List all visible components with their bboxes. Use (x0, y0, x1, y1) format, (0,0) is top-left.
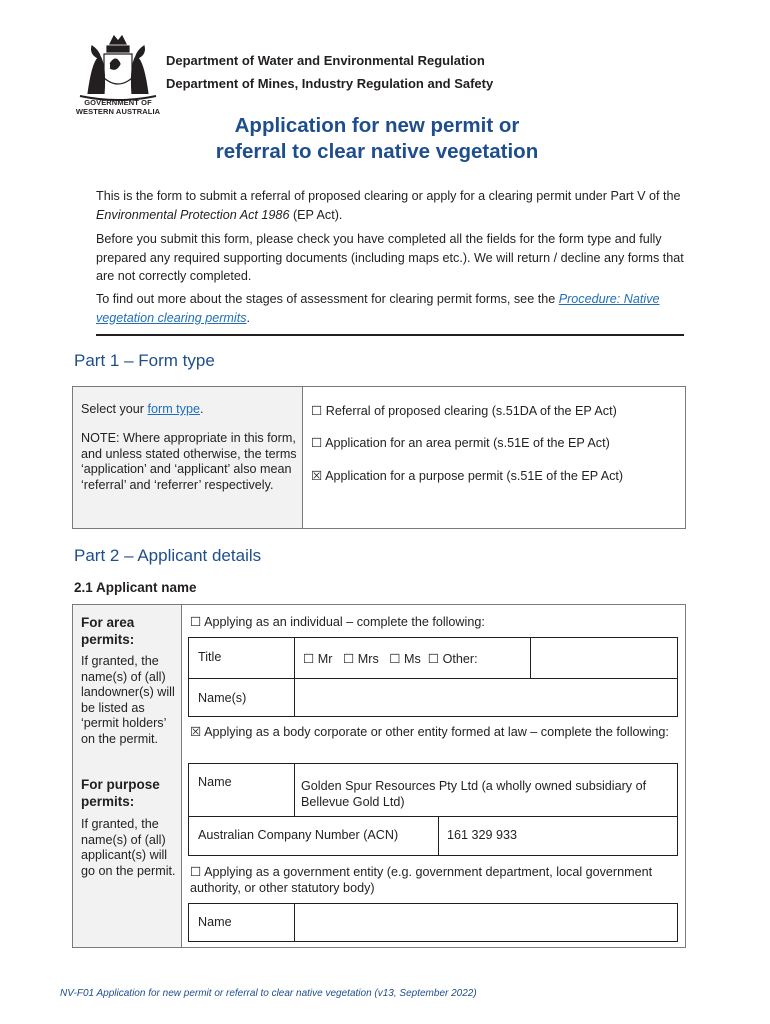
body-corporate-row-divider (189, 816, 677, 817)
document-title (150, 113, 604, 165)
acn-label: Australian Company Number (ACN) (198, 828, 399, 842)
individual-col-divider (294, 638, 295, 716)
other-col-divider (530, 638, 531, 678)
form-type-note: NOTE: Where appropriate in this form, and unless stated otherwise, the terms ‘application’ and ‘applicant’ also mean ‘referral’ and ‘referrer’ respectively. (81, 431, 297, 492)
area-permits-body: If granted, the name(s) of (all) landowner(s) will be listed as ‘permit holders’ on the permit. (81, 654, 175, 746)
individual-row-divider (189, 678, 677, 679)
procedure-link[interactable]: Procedure: Native vegetation clearing permits (96, 292, 660, 325)
form-type-link[interactable]: form type (147, 402, 200, 416)
select-text: Select your (81, 402, 148, 416)
government-entity-table (188, 903, 678, 942)
form-type-table (72, 386, 686, 529)
gov-name-col-divider (294, 904, 295, 941)
referral-label: Referral of proposed clearing (s.51DA of the EP Act) (325, 404, 617, 418)
part2-heading: Part 2 – Applicant details (74, 546, 262, 565)
divider (96, 334, 684, 336)
name-label: Name (198, 775, 232, 789)
purpose-permits-heading: For purpose permits: (81, 777, 160, 809)
area-permits-heading: For area permits: (81, 615, 135, 647)
document-footer: NV-F01 Application for new permit or referral to clear native vegetation (v13, September 2022) (60, 988, 477, 999)
intro-p3-text: To find out more about the stages of assessment for clearing permit forms, see the (96, 292, 559, 306)
referral-option[interactable] (311, 403, 617, 418)
individual-table (188, 637, 678, 717)
government-crest-logo (74, 32, 162, 102)
title-line-2: referral to clear native vegetation (215, 140, 539, 163)
applicant-name-subheading: 2.1 Applicant name (74, 580, 197, 595)
checkbox-referral[interactable]: ☐ (311, 404, 323, 418)
title-line-1: Application for new permit or (234, 114, 520, 137)
individual-option[interactable]: ☐ Applying as an individual – complete the following: (190, 615, 485, 629)
intro-p3-end: . (246, 310, 251, 325)
acn-value[interactable]: 161 329 933 (447, 828, 518, 842)
intro-p1-text: This is the form to submit a referral of proposed clearing or apply for a clearing permit under Part V of the (96, 189, 681, 203)
intro-paragraph-1 (96, 187, 696, 224)
title-options[interactable]: ☐ Mr ☐ Mrs ☐ Ms ☐ Other: (303, 652, 478, 666)
department-water: Department of Water and Environmental Regulation (166, 53, 485, 68)
gov-name-label: Name (198, 915, 232, 929)
government-entity-option[interactable]: ☐ Applying as a government entity (e.g. government department, local government authority, or other statutory body) (190, 865, 653, 895)
gov-line-2: WESTERN AUSTRALIA (75, 107, 161, 116)
name-col-divider (294, 764, 295, 816)
select-text-end: . (200, 402, 204, 416)
body-corporate-table (188, 763, 678, 856)
purpose-permit-label: Application for a purpose permit (s.51E of the EP Act) (325, 469, 624, 483)
select-form-type-text (81, 402, 204, 418)
title-label: Title (198, 650, 222, 664)
department-mines: Department of Mines, Industry Regulation and Safety (166, 76, 494, 91)
part1-heading: Part 1 – Form type (74, 351, 215, 370)
intro-paragraph-2: Before you submit this form, please check you have completed all the fields for the form type and fully prepared any required supporting documents (including maps etc.). We will return / decline any forms that are not correctly completed. (96, 232, 684, 283)
applicant-instructions (73, 605, 182, 947)
ep-act-title: Environmental Protection Act 1986 (96, 207, 290, 222)
acn-col-divider (438, 816, 439, 855)
intro-p1-end: (EP Act). (289, 207, 343, 222)
area-permit-label: Application for an area permit (s.51E of the EP Act) (325, 436, 610, 450)
intro-paragraph-3 (96, 290, 696, 327)
form-type-instructions (73, 387, 303, 528)
purpose-permit-option[interactable] (311, 468, 623, 483)
checkbox-area-permit[interactable]: ☐ (311, 436, 323, 450)
checkbox-purpose-permit[interactable]: ☒ (311, 469, 323, 483)
company-name-value[interactable]: Golden Spur Resources Pty Ltd (a wholly owned subsidiary of Bellevue Gold Ltd) (301, 779, 647, 809)
applicant-table (72, 604, 686, 948)
purpose-permits-body: If granted, the name(s) of (all) applicant(s) will go on the permit. (81, 817, 176, 878)
body-corporate-option[interactable]: ☒ Applying as a body corporate or other entity formed at law – complete the following: (190, 725, 669, 739)
gov-line-1: GOVERNMENT OF (84, 98, 152, 107)
area-permit-option[interactable] (311, 435, 610, 450)
names-label: Name(s) (198, 691, 247, 705)
